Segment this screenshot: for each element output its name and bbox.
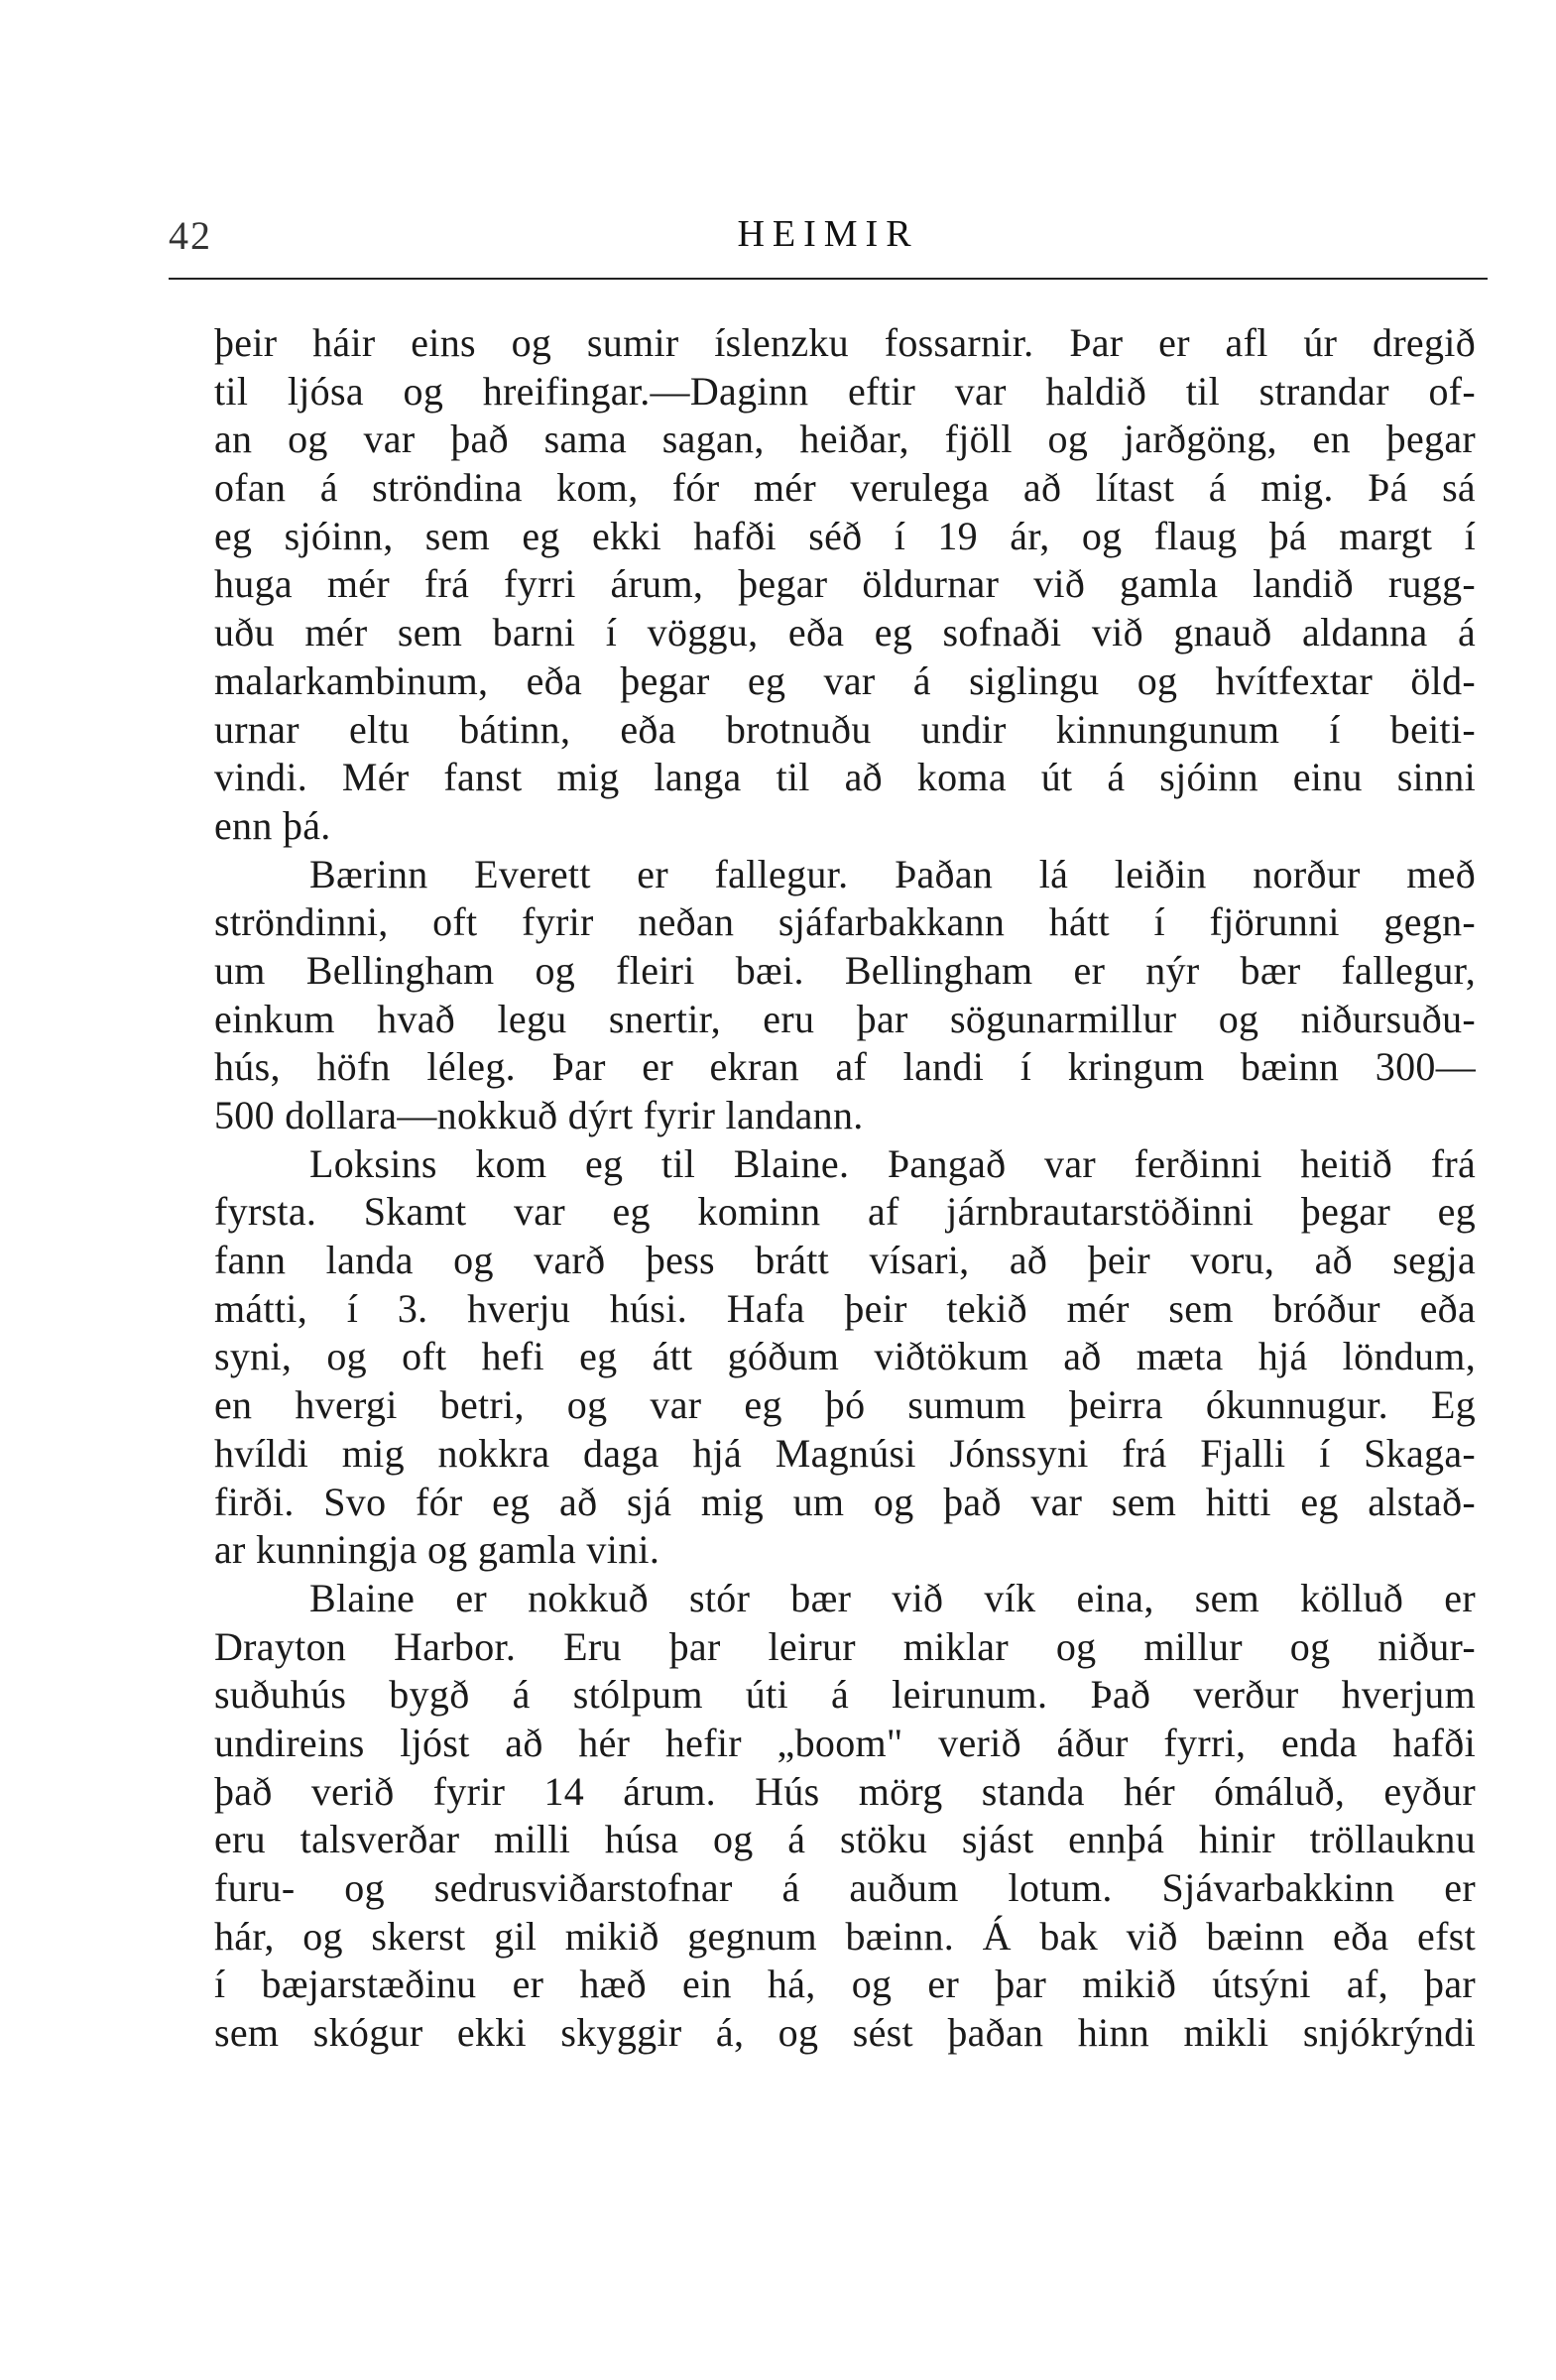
text-line: fann landa og varð þess brátt vísari, að þeir voru, að segja: [214, 1238, 1476, 1283]
text-line: einkum hvað legu snertir, eru þar sögunarmillur og niðursuðu-: [214, 996, 1476, 1041]
text-line: syni, og oft hefi eg átt góðum viðtökum að mæta hjá löndum,: [214, 1334, 1476, 1379]
text-line: ar kunningja og gamla vini.: [214, 1527, 660, 1573]
text-line: Loksins kom eg til Blaine. Þangað var ferðinni heitið frá: [309, 1140, 1476, 1186]
text-line: huga mér frá fyrri árum, þegar öldurnar við gamla landið rugg-: [214, 561, 1476, 607]
text-line: Blaine er nokkuð stór bær við vík eina, sem kölluð er: [309, 1575, 1476, 1620]
text-line: fyrsta. Skamt var eg kominn af járnbrautarstöðinni þegar eg: [214, 1189, 1476, 1235]
text-line: hús, höfn léleg. Þar er ekran af landi í kringum bæinn 300—: [214, 1044, 1476, 1090]
text-line: sem skógur ekki skyggir á, og sést þaðan hinn mikli snjókrýndi: [214, 2010, 1476, 2056]
text-line: Bærinn Everett er fallegur. Þaðan lá leiðin norður með: [309, 851, 1476, 896]
text-line: 500 dollara—nokkuð dýrt fyrir landann.: [214, 1093, 864, 1137]
text-line: í bæjarstæðinu er hæð ein há, og er þar mikið útsýni af, þar: [214, 1962, 1476, 2007]
text-line: uðu mér sem barni í vöggu, eða eg sofnaði við gnauð aldanna á: [214, 610, 1476, 655]
text-line: urnar eltu bátinn, eða brotnuðu undir kinnungunum í beiti-: [214, 706, 1476, 752]
text-line: malarkambinum, eða þegar eg var á siglingu og hvítfextar öld-: [214, 657, 1476, 703]
text-line: eg sjóinn, sem eg ekki hafði séð í 19 ár, og flaug þá margt í: [214, 513, 1476, 558]
text-line: um Bellingham og fleiri bæi. Bellingham er nýr bær fallegur,: [214, 947, 1476, 993]
text-line: það verið fyrir 14 árum. Hús mörg standa hér ómáluð, eyður: [214, 1768, 1476, 1814]
text-line: en hvergi betri, og var eg þó sumum þeirra ókunnugur. Eg: [214, 1382, 1476, 1428]
page-header: [169, 198, 1488, 280]
text-line: Drayton Harbor. Eru þar leirur miklar og millur og niður-: [214, 1623, 1476, 1669]
text-line: eru talsverðar milli húsa og á stöku sjást ennþá hinir tröllauknu: [214, 1817, 1476, 1862]
text-line: ofan á ströndina kom, fór mér verulega að lítast á mig. Þá sá: [214, 465, 1476, 511]
text-line: suðuhús bygð á stólpum úti á leirunum. Það verður hverjum: [214, 1672, 1476, 1718]
page-number: 42: [169, 213, 212, 258]
text-line: vindi. Mér fanst mig langa til að koma út á sjóinn einu sinni: [214, 755, 1476, 800]
text-line: þeir háir eins og sumir íslenzku fossarnir. Þar er afl úr dregið: [214, 320, 1476, 365]
text-line: an og var það sama sagan, heiðar, fjöll og jarðgöng, en þegar: [214, 416, 1476, 462]
text-line: hár, og skerst gil mikið gegnum bæinn. Á bak við bæinn eða efst: [214, 1913, 1476, 1959]
text-line: undireins ljóst að hér hefir „boom" verið áður fyrri, enda hafði: [214, 1720, 1476, 1765]
text-line: hvíldi mig nokkra daga hjá Magnúsi Jónssyni frá Fjalli í Skaga-: [214, 1430, 1476, 1476]
text-line: firði. Svo fór eg að sjá mig um og það var sem hitti eg alstað-: [214, 1479, 1476, 1524]
text-line: mátti, í 3. hverju húsi. Hafa þeir tekið mér sem bróður eða: [214, 1285, 1476, 1331]
text-line: til ljósa og hreifingar.—Daginn eftir var haldið til strandar of-: [214, 368, 1476, 414]
text-line: enn þá.: [214, 802, 331, 848]
text-line: furu- og sedrusviðarstofnar á auðum lotum. Sjávarbakkinn er: [214, 1865, 1476, 1910]
running-head: HEIMIR: [737, 213, 919, 255]
body-text: [214, 319, 1476, 2058]
text-line: ströndinni, oft fyrir neðan sjáfarbakkann hátt í fjörunni gegn-: [214, 899, 1476, 945]
